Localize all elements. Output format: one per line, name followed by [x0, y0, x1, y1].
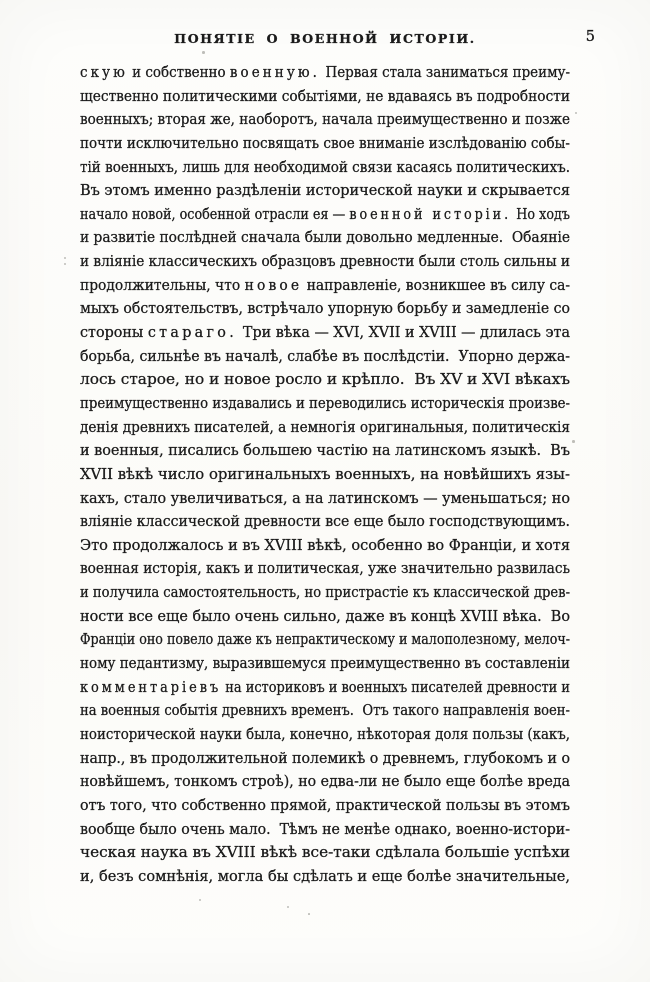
scan-speck: [202, 51, 205, 54]
text-line: XVII вѣкѣ число оригинальныхъ военныхъ, на новѣйшихъ язы-: [80, 464, 570, 483]
body-text: [80, 61, 570, 888]
text-line: начало новой, особенной отрасли ея — военной исторіи. Но ходъ: [80, 204, 570, 223]
text-line: скую и собственно военную. Первая стала заниматься преиму-: [80, 63, 570, 81]
text-line: щественно политическими событіями, не вдаваясь въ подробности: [80, 86, 570, 105]
text-line: тій военныхъ, лишь для необходимой связи касаясь политическихъ.: [80, 157, 570, 176]
text-line: и получила самостоятельность, но пристрастіе къ классической древ-: [80, 583, 570, 602]
text-line: почти исключительно посвящать свое вниманіе изслѣдованію собы-: [80, 133, 570, 152]
text-line: комментаріевъ на историковъ и военныхъ писателей древности и: [80, 677, 570, 696]
text-line: ноисторической науки была, конечно, нѣкоторая доля пользы (какъ,: [80, 724, 570, 743]
text-line: лось старое, но и новое росло и крѣпло. Въ XV и XVI вѣкахъ: [80, 370, 570, 389]
scan-speck: [64, 263, 66, 265]
text-line: борьба, сильнѣе въ началѣ, слабѣе въ послѣдстіи. Упорно держа-: [80, 346, 570, 365]
text-line: напр., въ продолжительной полемикѣ о древнемъ, глубокомъ и о: [80, 748, 570, 767]
text-line: на военныя событія древнихъ временъ. Отъ такого направленія воен-: [80, 701, 570, 720]
text-line: и развитіе послѣдней сначала были довольно медленные. Обаяніе: [80, 228, 570, 247]
text-line: ности все еще было очень сильно, даже въ концѣ XVIII вѣка. Во: [80, 606, 570, 625]
scan-speck: [64, 257, 66, 259]
text-line: мыхъ обстоятельствъ, встрѣчало упорную борьбу и замедленіе со: [80, 299, 570, 318]
page-number: 5: [585, 29, 595, 45]
text-line: Это продолжалось и въ XVIII вѣкѣ, особенно во Франціи, и хотя: [80, 535, 570, 554]
text-line: и военныя, писались большею частію на латинскомъ языкѣ. Въ: [80, 441, 570, 460]
running-title: ПОНЯТІЕ О ВОЕННОЙ ИСТОРІИ.: [174, 31, 476, 46]
scan-speck: [572, 440, 575, 443]
text-line: денія древнихъ писателей, а немногія оригинальныя, политическія: [80, 417, 570, 436]
text-line: ческая наука въ XVIII вѣкѣ все-таки сдѣлала большіе успѣхи: [80, 843, 570, 862]
text-line: отъ того, что собственно прямой, практической пользы въ этомъ: [80, 795, 570, 814]
text-line: кахъ, стало увеличиваться, а на латинскомъ — уменьшаться; но: [80, 488, 570, 507]
scan-speck: [287, 906, 289, 908]
text-line: военныхъ; вторая же, наоборотъ, начала преимущественно и позже: [80, 110, 570, 129]
text-line: преимущественно издавались и переводились историческія произве-: [80, 393, 570, 412]
text-line: продолжительны, что новое направленіе, возникшее въ силу са-: [80, 275, 570, 294]
text-line: и, безъ сомнѣнія, могла бы сдѣлать и еще болѣе значительные,: [80, 866, 570, 885]
text-line: Въ этомъ именно раздѣленіи исторической науки и скрывается: [80, 181, 570, 200]
text-line: и вліяніе классическихъ образцовъ древности были столь сильны и: [80, 252, 570, 271]
text-line: военная исторія, какъ и политическая, уже значительно развилась: [80, 559, 570, 578]
scan-speck: [308, 913, 310, 915]
text-line: стороны стараго. Три вѣка — XVI, XVII и XVIII — длилась эта: [80, 323, 570, 342]
text-line: Франціи оно повело даже къ непрактическому и малополезному, мелоч-: [80, 630, 570, 649]
text-line: вліяніе классической древности все еще было господствующимъ.: [80, 512, 570, 531]
scan-speck: [199, 899, 201, 901]
text-line: новѣйшемъ, тонкомъ строѣ), но едва-ли не было еще болѣе вреда: [80, 772, 570, 791]
text-line: ному педантизму, выразившемуся преимущественно въ составленіи: [80, 654, 570, 673]
scan-speck: [575, 112, 577, 114]
text-line: вообще было очень мало. Тѣмъ не менѣе однако, военно-истори-: [80, 819, 570, 838]
